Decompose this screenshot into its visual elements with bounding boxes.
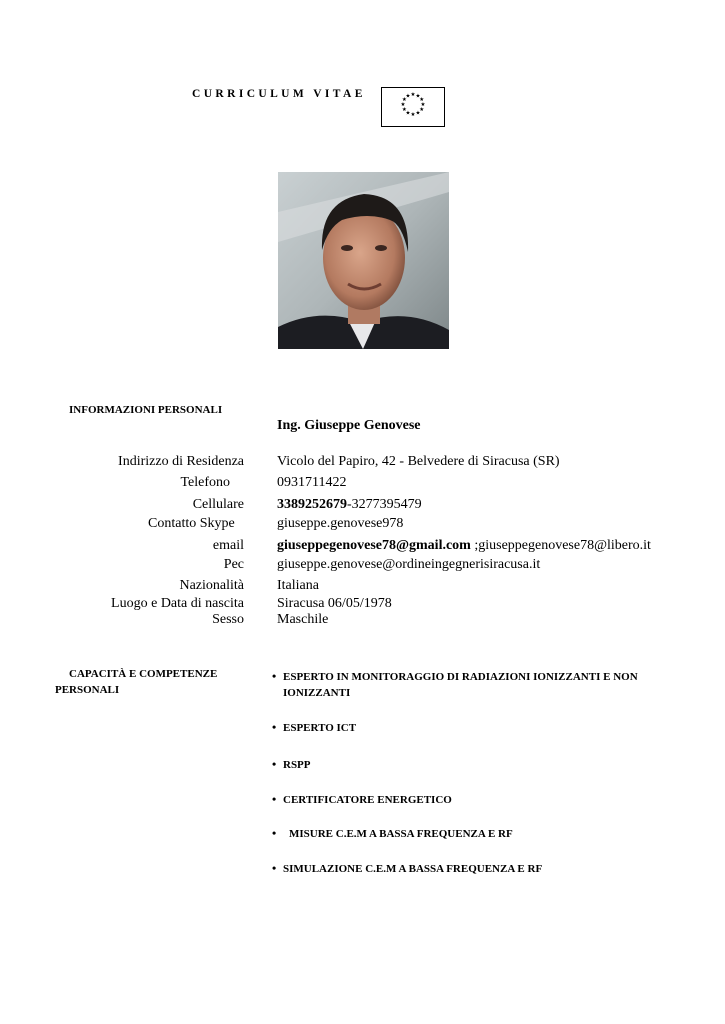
email-value: [277, 538, 651, 554]
bullet-icon: •: [272, 861, 277, 875]
svg-text:★: ★: [419, 107, 425, 113]
skill-item: [272, 668, 638, 701]
email-label: email: [212, 538, 244, 553]
bullet-icon: •: [272, 669, 277, 683]
person-name: Ing. Giuseppe Genovese: [277, 418, 421, 433]
skype-value: giuseppe.genovese978: [277, 516, 404, 531]
eu-stars-icon: [382, 88, 444, 126]
address-label: Indirizzo di Residenza: [118, 454, 244, 469]
mobile-label: Cellulare: [192, 497, 244, 512]
gender-value: Maschile: [277, 612, 329, 627]
pec-label: Pec: [223, 557, 244, 572]
bullet-icon: •: [272, 792, 277, 806]
birth-label: Luogo e Data di nascita: [111, 596, 244, 611]
mobile-primary: 3389252679: [277, 497, 347, 512]
svg-text:★: ★: [415, 93, 421, 100]
phone-value: 0931711422: [277, 475, 347, 490]
bullet-icon: •: [272, 826, 277, 840]
portrait-photo: [278, 172, 449, 349]
svg-text:★: ★: [401, 97, 407, 103]
svg-text:★: ★: [400, 102, 406, 108]
skill-item: [272, 825, 513, 842]
svg-text:★: ★: [410, 92, 416, 98]
skill-text: CERTIFICATORE ENERGETICO: [283, 794, 452, 806]
svg-text:★: ★: [405, 110, 411, 117]
skill-item: [272, 719, 356, 736]
skill-item: [272, 791, 452, 808]
mobile-secondary: -3277395479: [347, 497, 422, 512]
skill-item: [272, 860, 542, 877]
address-value: Vicolo del Papiro, 42 - Belvedere di Siracusa (SR): [277, 454, 560, 469]
skills-section-label-line2: PERSONALI: [55, 684, 120, 696]
email-secondary: ;giuseppegenovese78@libero.it: [470, 538, 651, 553]
mobile-value: [277, 497, 422, 513]
svg-text:★: ★: [410, 112, 416, 118]
personal-section-label: INFORMAZIONI PERSONALI: [69, 404, 223, 416]
birth-value: Siracusa 06/05/1978: [277, 596, 392, 611]
phone-label: Telefono: [180, 475, 230, 490]
skill-text: SIMULAZIONE C.E.M A BASSA FREQUENZA E RF: [283, 863, 543, 875]
bullet-icon: •: [272, 720, 277, 734]
svg-text:★: ★: [419, 97, 425, 103]
pec-value: giuseppe.genovese@ordineingegnerisiracusa.it: [277, 557, 541, 572]
svg-text:★: ★: [420, 102, 426, 108]
gender-label: Sesso: [212, 612, 244, 627]
svg-text:★: ★: [415, 110, 421, 117]
skype-label: Contatto Skype: [148, 516, 235, 531]
skill-text-continued: IONIZZANTI: [283, 687, 351, 699]
skill-item: [272, 756, 311, 773]
skill-text: ESPERTO IN MONITORAGGIO DI RADIAZIONI IONIZZANTI E NON: [283, 671, 638, 683]
skill-text: MISURE C.E.M A BASSA FREQUENZA E RF: [289, 828, 513, 840]
bullet-icon: •: [272, 757, 277, 771]
email-primary: giuseppegenovese78@gmail.com: [277, 538, 471, 553]
cv-title: CURRICULUM VITAE: [192, 88, 366, 100]
skills-section-label-line1: CAPACITÀ E COMPETENZE: [69, 668, 218, 680]
svg-text:★: ★: [405, 93, 411, 100]
nationality-value: Italiana: [277, 578, 319, 593]
skill-text: ESPERTO ICT: [283, 722, 357, 734]
skill-text: RSPP: [283, 759, 311, 771]
svg-text:★: ★: [401, 107, 407, 113]
nationality-label: Nazionalità: [179, 578, 244, 593]
eu-flag-icon: [381, 87, 445, 127]
